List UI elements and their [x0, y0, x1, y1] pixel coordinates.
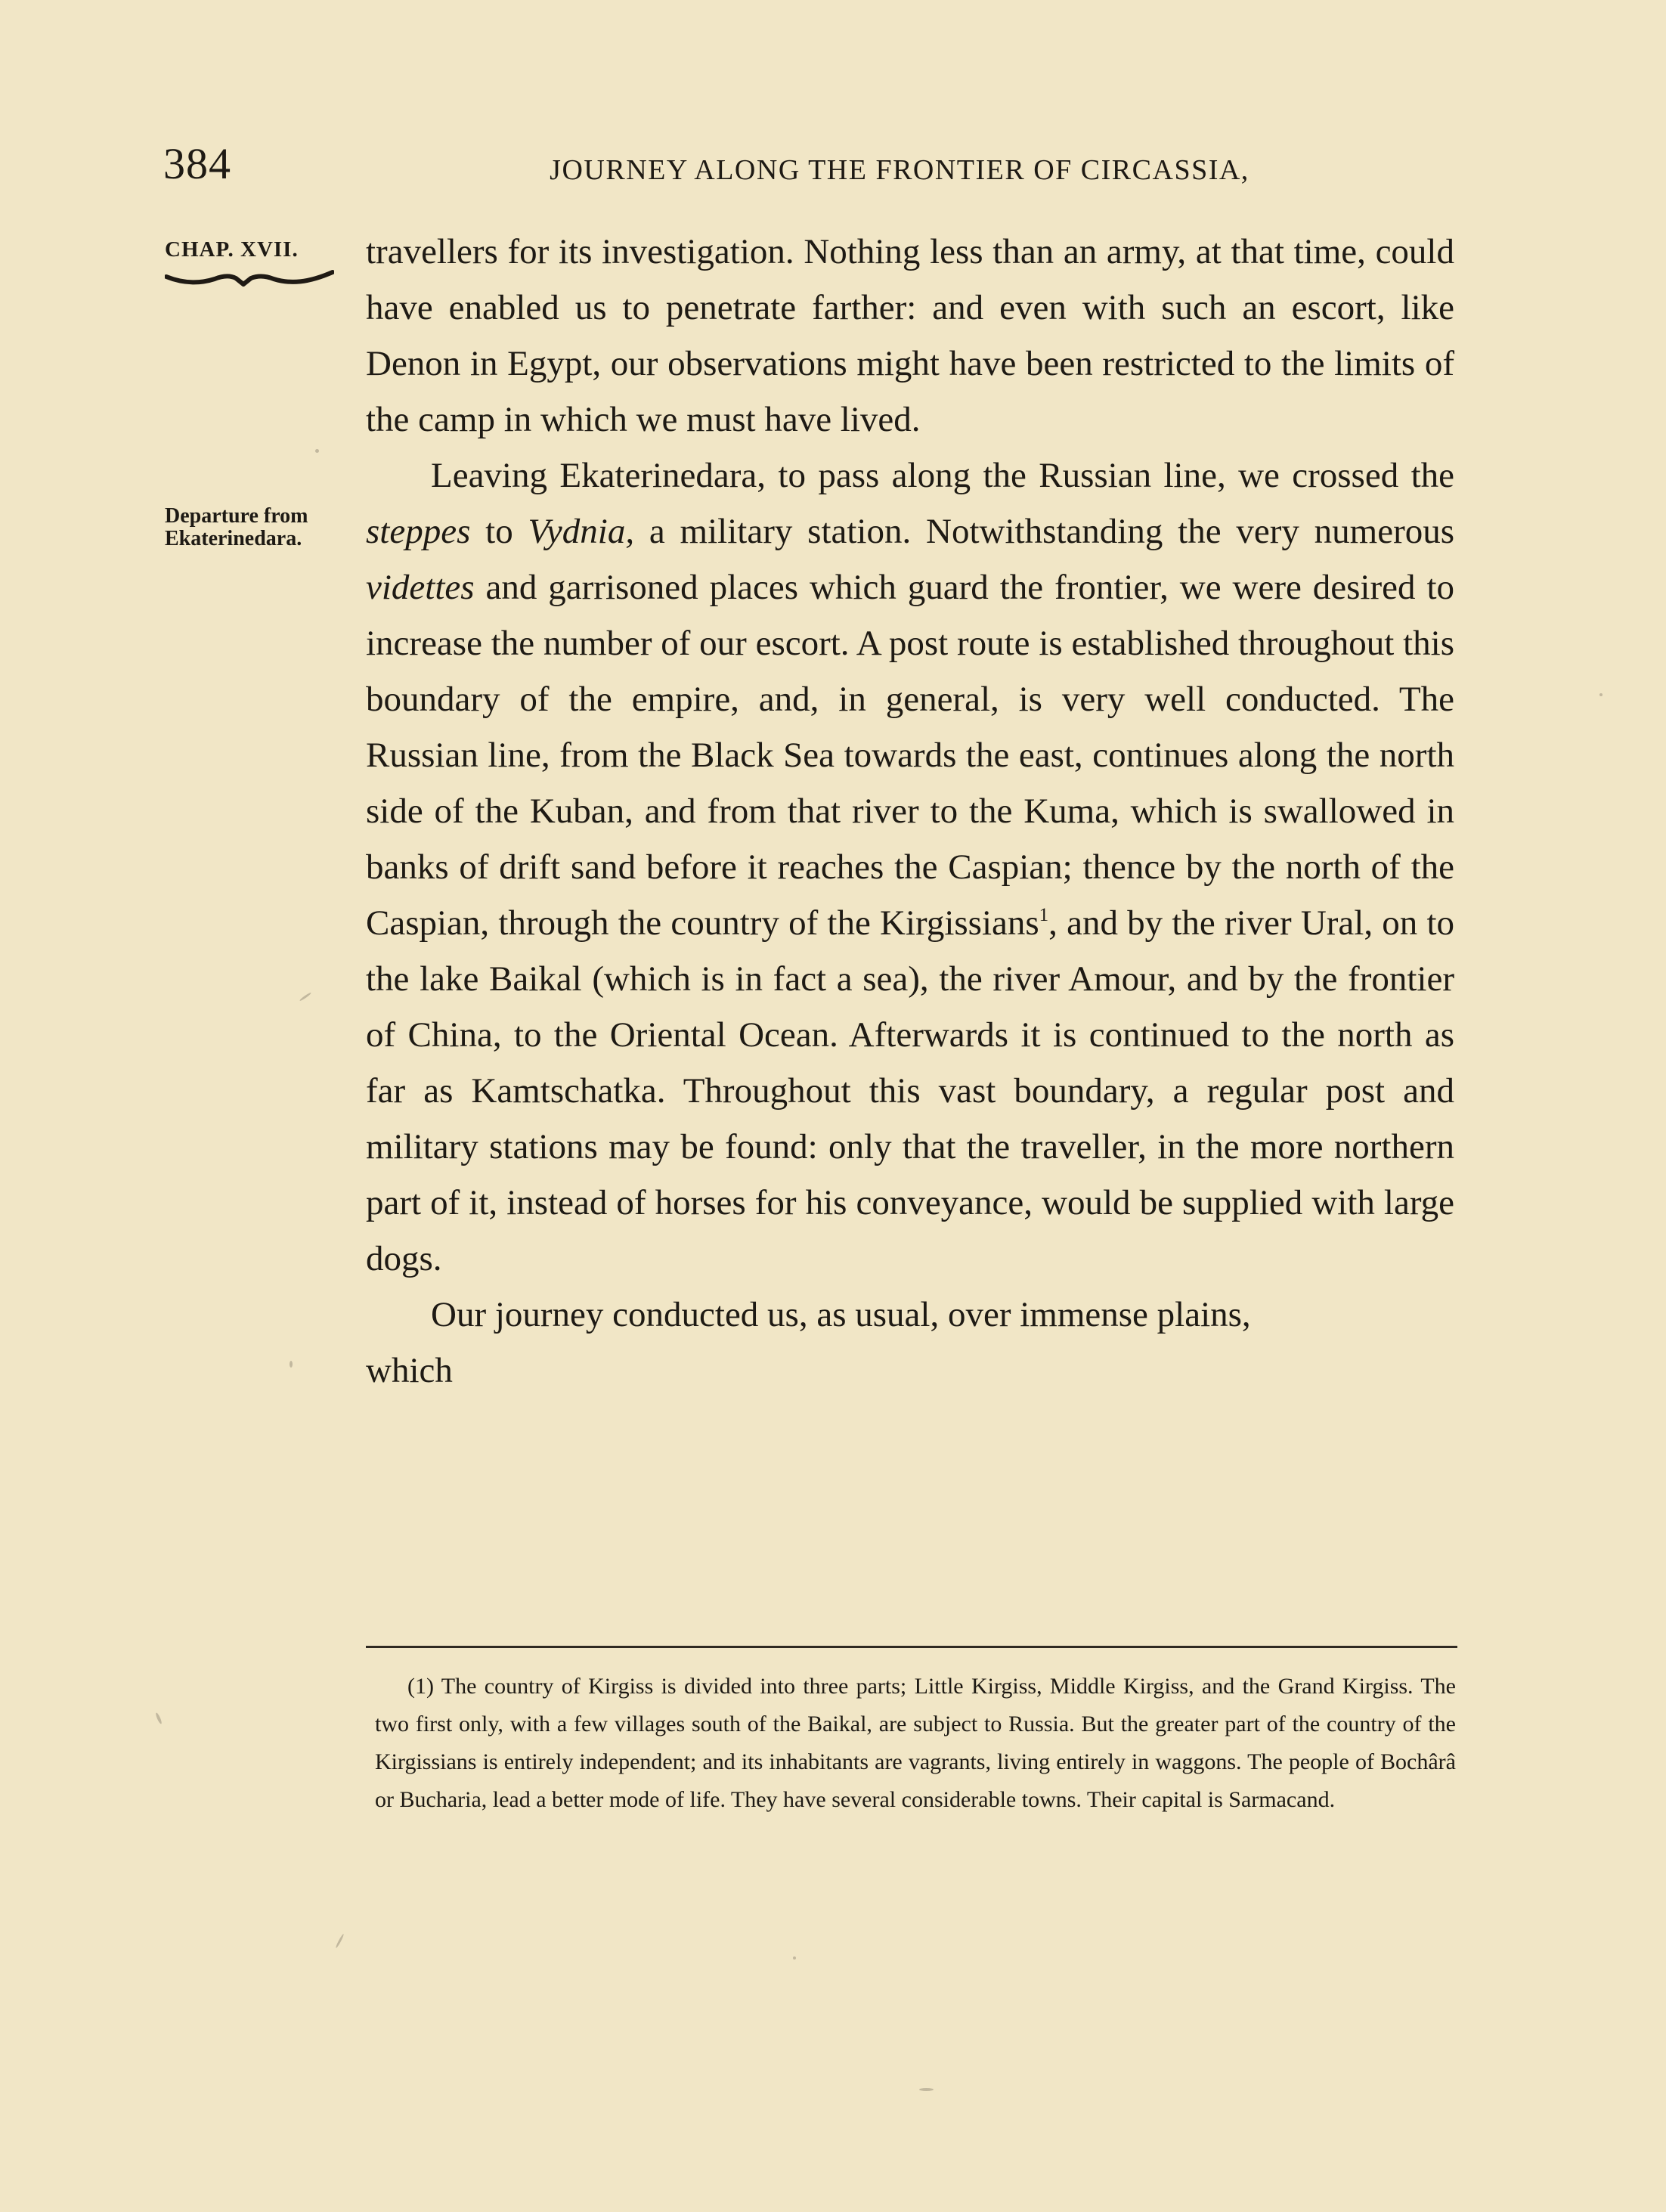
page-speck	[335, 1934, 345, 1949]
paragraph-2-text-d: and garrisoned places which guard the frontier, we were desired to increase the number of our escort. A post route is established throughout this boundary of the empire, and, in general, is very well conducted. The Russian line, from the Black Sea towards the east, continues along the north side of the Kuban, and from that river to the Kuma, which is swallowed in banks of drift sand before it reaches the Caspian; thence by the north of the Caspian, through the country of the Kirgissians	[366, 568, 1454, 943]
page-speck	[155, 1712, 163, 1724]
footnote-reference: 1	[1039, 905, 1049, 925]
paragraph-2	[366, 448, 1454, 1287]
chapter-label: CHAP. XVII.	[165, 237, 299, 262]
page-speck	[290, 1361, 293, 1368]
page-speck	[793, 1956, 796, 1960]
paragraph-2-italic-vydnia: Vydnia,	[528, 512, 635, 551]
paragraph-1: travellers for its investigation. Nothing less than an army, at that time, could have enabled us to penetrate farther: and even with such an escort, like Denon in Egypt, our observations might have been restricted to the limits of the camp in which we must have lived.	[366, 232, 1454, 439]
page-speck	[299, 992, 311, 1002]
catchword: which	[366, 1351, 453, 1390]
paragraph-2-text-a: Leaving Ekaterinedara, to pass along the Russian line, we crossed the	[431, 456, 1454, 495]
running-title: JOURNEY ALONG THE FRONTIER OF CIRCASSIA,	[550, 154, 1250, 186]
footnote-marker: (1)	[407, 1674, 434, 1699]
page-speck	[919, 2088, 934, 2091]
page-speck	[1599, 693, 1603, 696]
paragraph-2-text-e: , and by the river Ural, on to the lake Baikal (which is in fact a sea), the river Amour, and by the frontier of China, to the Oriental Ocean. Afterwards it is continued to the north as far as Kamtschatka. Throughout this vast boundary, a regular post and military stations may be found: only that the traveller, in the more northern part of it, instead of horses for his conveyance, would be supplied with large dogs.	[366, 903, 1454, 1278]
footnote-divider	[366, 1646, 1457, 1648]
paragraph-2-text-c: a military station. Notwithstanding the very numerous	[634, 512, 1455, 551]
margin-note: Departure from Ekaterinedara.	[165, 504, 308, 550]
page-speck	[315, 449, 319, 453]
main-text	[366, 224, 1454, 1399]
footnote-text: The country of Kirgiss is divided into three parts; Little Kirgiss, Middle Kirgiss, and the Grand Kirgiss. The two first only, with a few villages south of the Baikal, are subject to Russia. But the greater part of the country of the Kirgissians is entirely independent; and its inhabitants are vagrants, living entirely in waggons. The people of Bochârâ or Bucharia, lead a better mode of life. They have several considerable towns. Their capital is Sarmacand.	[375, 1674, 1456, 1812]
chapter-flourish	[165, 269, 334, 292]
footnote	[375, 1668, 1456, 1819]
page-number: 384	[163, 139, 231, 188]
paragraph-2-text-b: to	[470, 512, 528, 551]
paragraph-2-italic-videttes: videttes	[366, 568, 475, 607]
paragraph-3: Our journey conducted us, as usual, over immense plains,	[431, 1295, 1251, 1334]
paragraph-2-italic-steppes: steppes	[366, 512, 471, 551]
